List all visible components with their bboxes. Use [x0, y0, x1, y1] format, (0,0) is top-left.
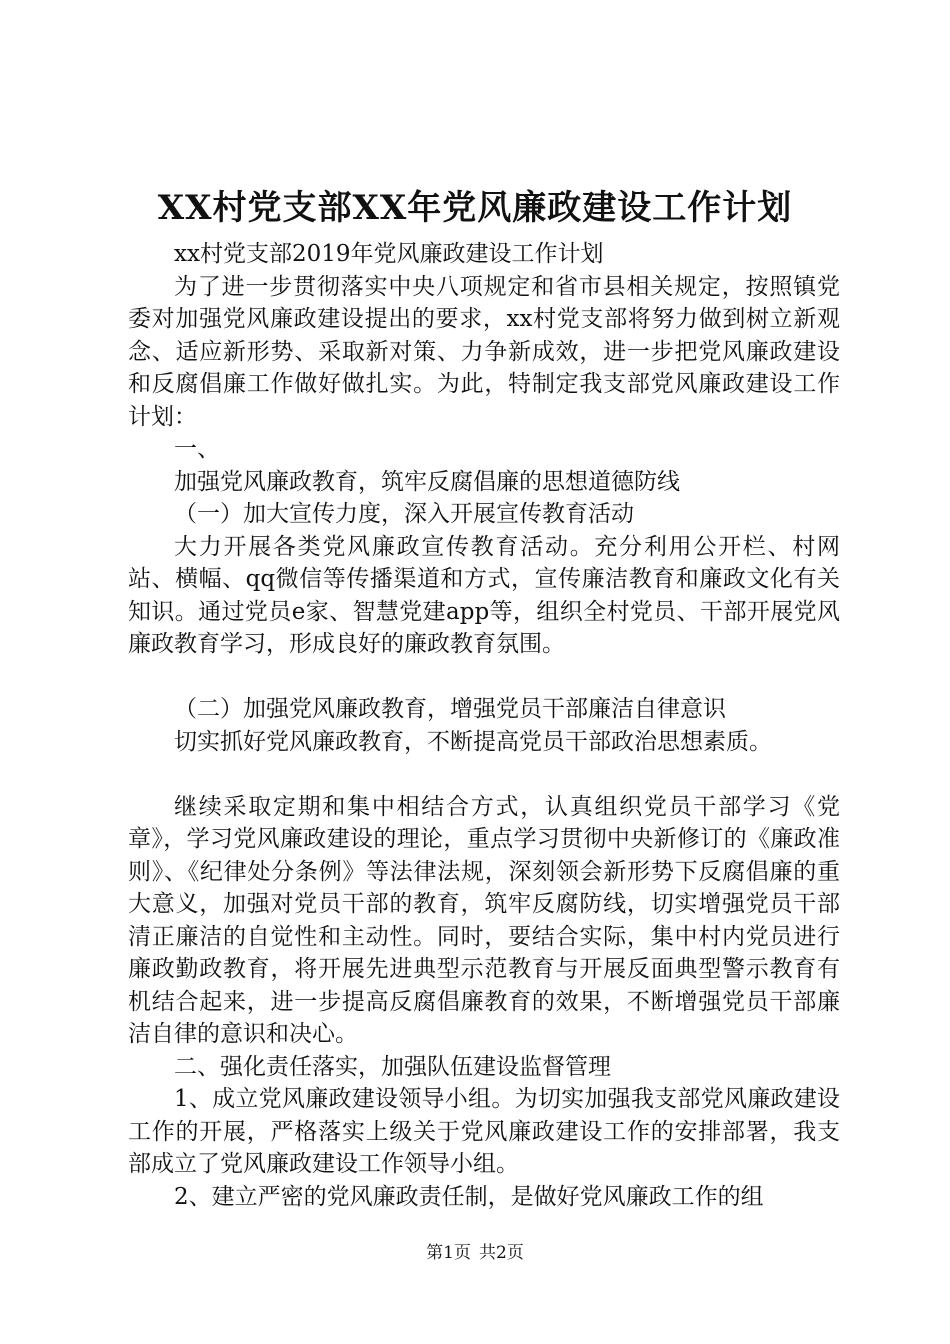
subsection-heading-2: （二）加强党风廉政教育，增强党员干部廉洁自律意识	[174, 696, 726, 722]
paragraph-propaganda: 大力开展各类党风廉政宣传教育活动。充分利用公开栏、村网站、横幅、qq微信等传播渠道和方式，宣传廉洁教育和廉政文化有关知识。通过党员e家、智慧党建app等，组织全村党员、干部开展党风廉政教育学习，形成良好的廉政教育氛围。	[128, 533, 840, 657]
paragraph-intro: 为了进一步贯彻落实中央八项规定和省市县相关规定，按照镇党委对加强党风廉政建设提出的要求，xx村党支部将努力做到树立新观念、适应新形势、采取新对策、力争新成效，进一步把党风廉政建设和反腐倡廉工作做好做扎实。为此，特制定我支部党风廉政建设工作计划：	[128, 273, 840, 430]
section-heading-two: 二、强化责任落实，加强队伍建设监督管理	[174, 1053, 611, 1080]
paragraph-subtitle: xx村党支部2019年党风廉政建设工作计划	[174, 241, 604, 267]
paragraph-education: 切实抓好党风廉政教育，不断提高党员干部政治思想素质。	[174, 728, 772, 755]
document-body	[128, 238, 840, 1213]
paragraph-study: 继续采取定期和集中相结合方式，认真组织党员干部学习《党章》，学习党风廉政建设的理论，重点学习贯彻中央新修订的《廉政准则》、《纪律处分条例》等法律法规，深刻领会新形势下反腐倡廉的重大意义，加强对党员干部的教育，筑牢反腐防线，切实增强党员干部清正廉洁的自觉性和主动性。同时，要结合实际，集中村内党员进行廉政勤政教育，将开展先进典型示范教育与开展反面典型警示教育有机结合起来，进一步提高反腐倡廉教育的效果，不断增强党员干部廉洁自律的意识和决心。	[128, 793, 840, 1047]
document-title: XX村党支部XX年党风廉政建设工作计划	[157, 188, 793, 228]
section-heading-one: 加强党风廉政教育，筑牢反腐倡廉的思想道德防线	[174, 468, 680, 495]
paragraph-gap	[128, 758, 840, 791]
paragraph-gap	[128, 661, 840, 694]
section-number-one: 一、	[174, 436, 220, 462]
paragraph-item-1: 1、成立党风廉政建设领导小组。为切实加强我支部党风廉政建设工作的开展，严格落实上级关于党风廉政建设工作的安排部署，我支部成立了党风廉政建设工作领导小组。	[128, 1086, 840, 1177]
page-footer	[0, 1241, 950, 1265]
page-number: 第1页	[426, 1243, 471, 1263]
page-total: 共2页	[479, 1243, 524, 1263]
paragraph-item-2: 2、建立严密的党风廉政责任制，是做好党风廉政工作的组	[174, 1183, 764, 1210]
subsection-heading-1: （一）加大宣传力度，深入开展宣传教育活动	[174, 501, 634, 527]
